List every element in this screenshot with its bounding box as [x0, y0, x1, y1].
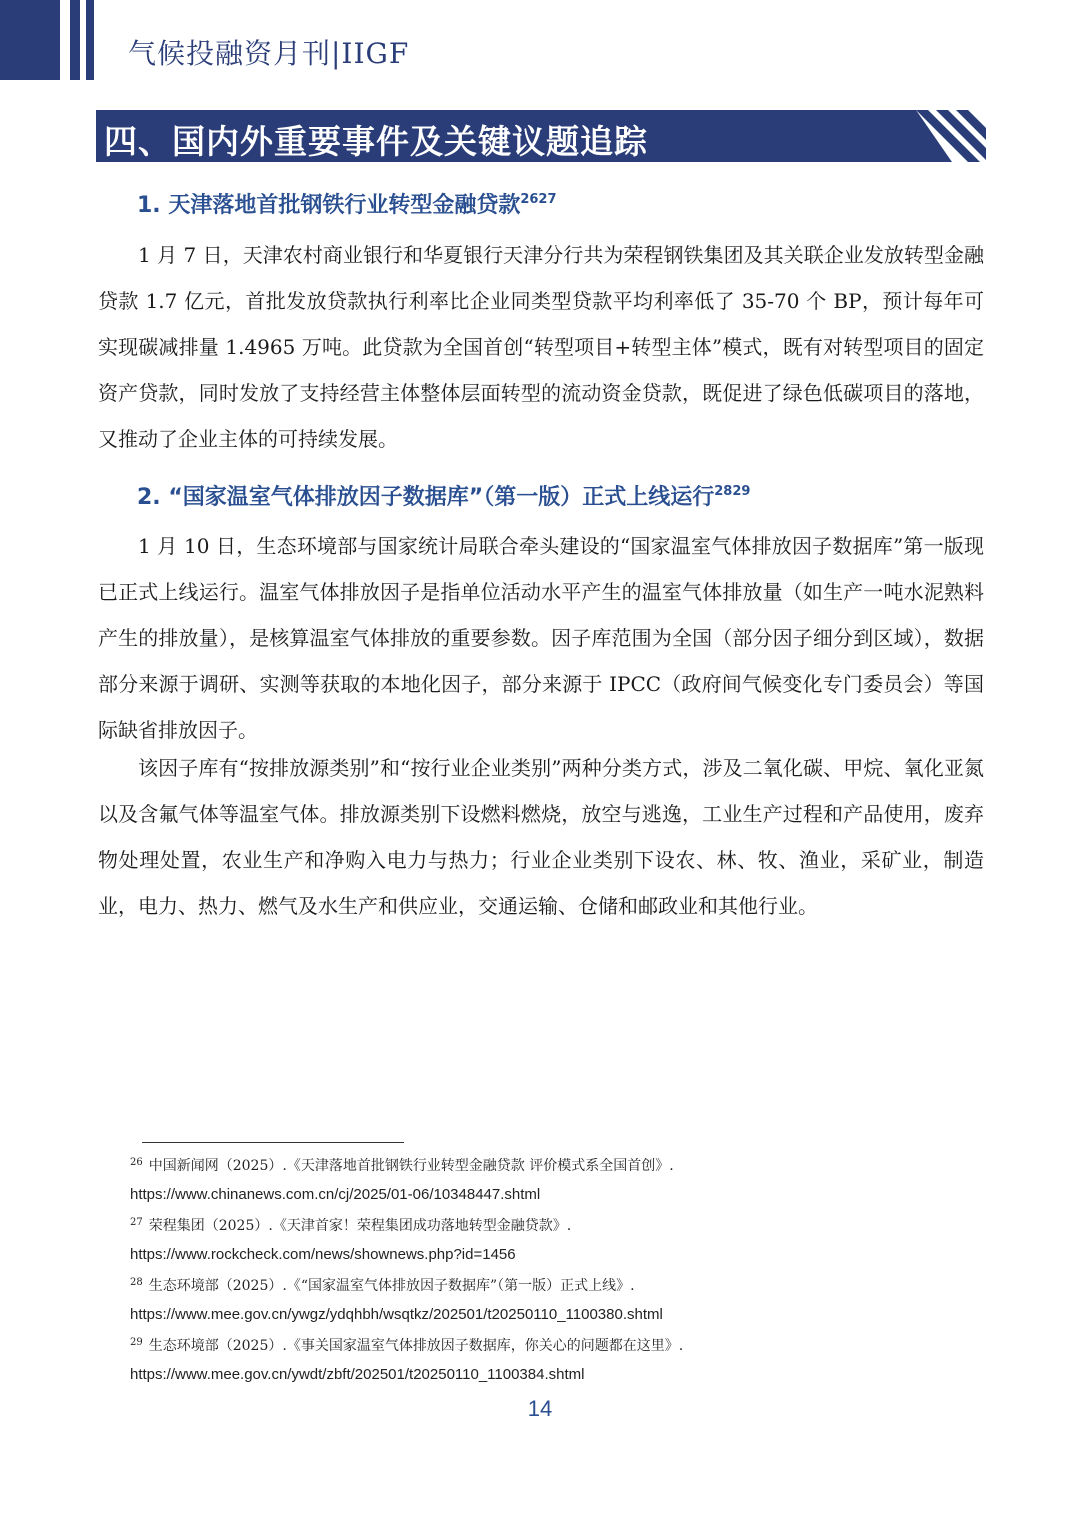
- paragraph: 1 月 10 日，生态环境部与国家统计局联合牵头建设的“国家温室气体排放因子数据库”第一版现已正式上线运行。温室气体排放因子是指单位活动水平产生的温室气体排放量（如生产一吨水泥熟料产生的排放量），是核算温室气体排放的重要参数。因子库范围为全国（部分因子细分到区域），数据部分来源于调研、实测等获取的本地化因子，部分来源于 IPCC（政府间气候变化专门委员会）等国际缺省排放因子。: [98, 534, 984, 742]
- footnote-url[interactable]: https://www.chinanews.com.cn/cj/2025/01-06/10348447.shtml: [130, 1186, 541, 1203]
- footnote-divider: [142, 1142, 404, 1143]
- footnote-ref: 2829: [714, 484, 751, 499]
- page-number: 14: [527, 1396, 553, 1421]
- section-title: 四、国内外重要事件及关键议题追踪: [104, 122, 648, 161]
- item-heading-1: 1. 天津落地首批钢铁行业转型金融贷款$^{2627}$: [137, 192, 557, 218]
- footnote-url[interactable]: https://www.mee.gov.cn/ywgz/ydqhbh/wsqtkz/202501/t20250110_1100380.shtml: [130, 1306, 663, 1323]
- banner-stripes: [916, 110, 986, 162]
- running-header: 气候投融资月刊|IIGF: [128, 37, 410, 70]
- paragraph: 该因子库有“按排放源类别”和“按行业企业类别”两种分类方式，涉及二氧化碳、甲烷、氧化亚氮以及含氟气体等温室气体。排放源类别下设燃料燃烧，放空与逃逸，工业生产过程和产品使用，废弃物处理处置，农业生产和净购入电力与热力；行业企业类别下设农、林、牧、渔业，采矿业，制造业，电力、热力、燃气及水生产和供应业，交通运输、仓储和邮政业和其他行业。: [98, 756, 984, 918]
- section-banner: [96, 110, 986, 162]
- paragraph: 1 月 7 日，天津农村商业银行和华夏银行天津分行共为荣程钢铁集团及其关联企业发放转型金融贷款 1.7 亿元，首批发放贷款执行利率比企业同类型贷款平均利率低了 35-70 个 BP，预计每年可实现碳减排量 1.4965 万吨。此贷款为全国首创“转型项目+转型主体”模式，既有对转型项目的固定资产贷款，同时发放了支持经营主体整体层面转型的流动资金贷款，既促进了绿色低碳项目的落地，又推动了企业主体的可持续发展。: [98, 243, 984, 451]
- footnote-url[interactable]: https://www.rockcheck.com/news/shownews.php?id=1456: [130, 1246, 516, 1263]
- footnote: $^{27}$ 荣程集团（2025）.《天津首家！荣程集团成功落地转型金融贷款》.: [130, 1217, 572, 1234]
- footnote: $^{28}$ 生态环境部（2025）.《“国家温室气体排放因子数据库”（第一版）正式上线》.: [130, 1277, 635, 1294]
- header-bar: [86, 0, 94, 80]
- footnote: $^{26}$ 中国新闻网（2025）.《天津落地首批钢铁行业转型金融贷款 评价模式系全国首创》.: [130, 1157, 674, 1174]
- footnote-url[interactable]: https://www.mee.gov.cn/ywdt/zbft/202501/t20250110_1100384.shtml: [130, 1366, 585, 1383]
- item-heading-2: 2. “国家温室气体排放因子数据库”（第一版）正式上线运行$^{2829}$: [137, 484, 751, 510]
- footnote-ref: 2627: [520, 192, 557, 207]
- header-bar: [0, 0, 60, 80]
- footnote: $^{29}$ 生态环境部（2025）.《事关国家温室气体排放因子数据库，你关心的问题都在这里》.: [130, 1337, 684, 1354]
- header-bar: [70, 0, 80, 80]
